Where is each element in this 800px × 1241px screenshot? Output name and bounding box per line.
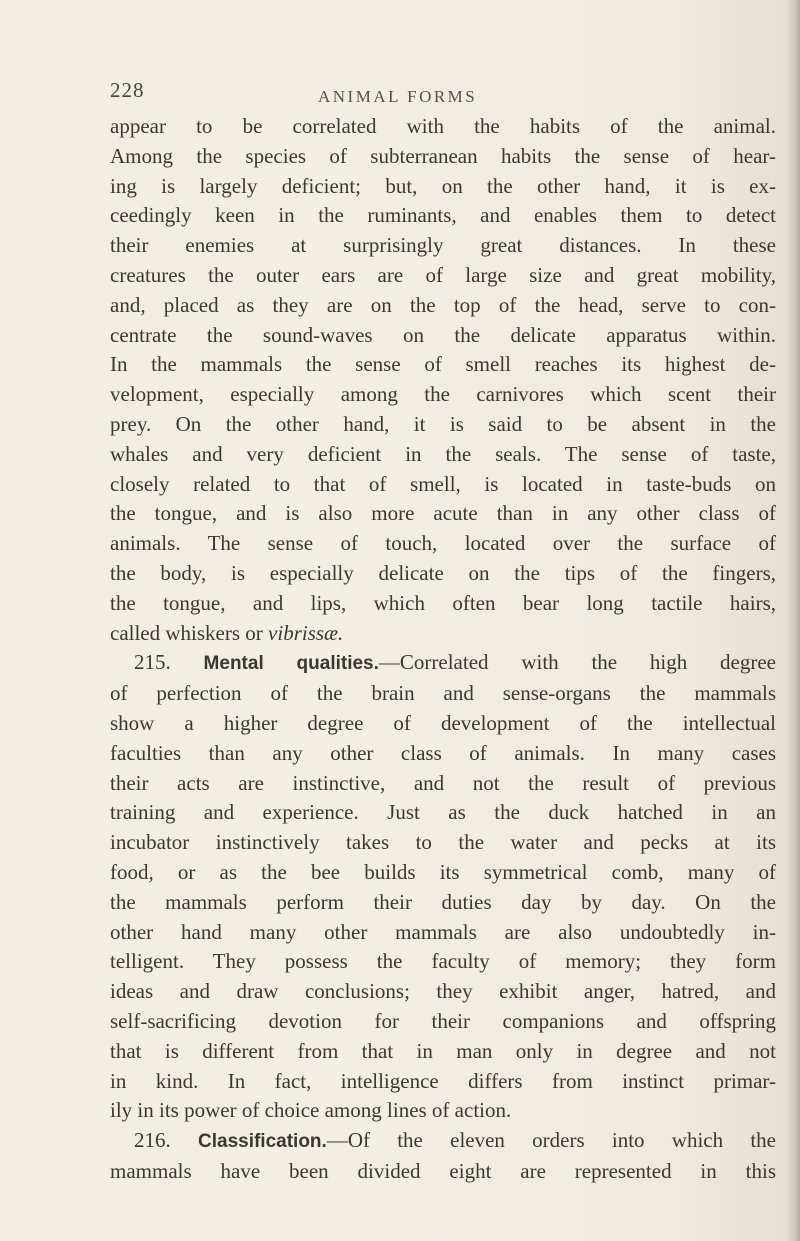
section-215-number: 215. (134, 650, 171, 675)
text-line: closely related to that of smell, is located in taste-buds on (110, 471, 776, 496)
text-line: that is different from that in man only in degree and not (110, 1038, 776, 1063)
text-line: training and experience. Just as the duck hatched in an (110, 800, 776, 825)
running-head: ANIMAL FORMS (318, 87, 478, 106)
text-line: ing is largely deficient; but, on the other hand, it is ex- (110, 173, 776, 198)
text-line: the mammals perform their duties day by day. On the (110, 889, 776, 914)
section-216-first-line: —Of the eleven orders into which the (326, 1128, 776, 1153)
text-line: In the mammals the sense of smell reaches its highest de- (110, 352, 776, 377)
page-header (110, 78, 790, 108)
section-216-heading-line (110, 1126, 776, 1157)
text-line: telligent. They possess the faculty of memory; they form (110, 949, 776, 974)
text-line: the tongue, and is also more acute than in any other class of (110, 501, 776, 526)
section-216-number: 216. (134, 1128, 171, 1153)
text-line: Among the species of subterranean habits the sense of hear- (110, 143, 776, 168)
text-line: centrate the sound-waves on the delicate apparatus within. (110, 322, 776, 347)
text-line: faculties than any other class of animals. In many cases (110, 740, 776, 765)
text-line: in kind. In fact, intelligence differs from instinct primar- (110, 1068, 776, 1093)
text-line: prey. On the other hand, it is said to be absent in the (110, 411, 776, 436)
text-line: creatures the outer ears are of large size and great mobility, (110, 262, 776, 287)
text-line-vibrissae (110, 619, 776, 649)
text-line: mammals have been divided eight are represented in this (110, 1158, 776, 1183)
text-line: ideas and draw conclusions; they exhibit anger, hatred, and (110, 979, 776, 1004)
text-line: their acts are instinctive, and not the result of previous (110, 770, 776, 795)
text-line: the body, is especially delicate on the tips of the fingers, (110, 560, 776, 585)
text-line: animals. The sense of touch, located over the surface of (110, 531, 776, 556)
vibrissae-prefix: called whiskers or (110, 620, 269, 645)
text-line: appear to be correlated with the habits of the animal. (110, 114, 776, 138)
page-edge-shadow (786, 0, 800, 1241)
body-text (110, 112, 776, 1187)
section-215-heading-line (110, 648, 776, 679)
text-line: show a higher degree of development of the intellectual (110, 710, 776, 735)
text-line: ceedingly keen in the ruminants, and enables them to detect (110, 203, 776, 228)
section-215-title: Mental qualities. (203, 653, 379, 675)
text-line: self-sacrificing devotion for their companions and offspring (110, 1008, 776, 1033)
page-number: 228 (110, 78, 145, 102)
section-215-first-line: —Correlated with the high degree (378, 650, 776, 675)
vibrissae-term: vibrissæ. (268, 620, 344, 645)
text-line: velopment, especially among the carnivores which scent their (110, 382, 776, 407)
text-line: of perfection of the brain and sense-organs the mammals (110, 681, 776, 706)
text-line: ily in its power of choice among lines of action. (110, 1098, 512, 1123)
text-line: and, placed as they are on the top of the head, serve to con- (110, 292, 776, 317)
section-216-title: Classification. (198, 1131, 327, 1153)
text-line: other hand many other mammals are also undoubtedly in- (110, 919, 776, 944)
text-line: whales and very deficient in the seals. The sense of taste, (110, 441, 776, 466)
text-line: incubator instinctively takes to the water and pecks at its (110, 830, 776, 855)
text-line: food, or as the bee builds its symmetrical comb, many of (110, 859, 776, 884)
text-line: their enemies at surprisingly great distances. In these (110, 233, 776, 258)
text-line: the tongue, and lips, which often bear long tactile hairs, (110, 590, 776, 615)
